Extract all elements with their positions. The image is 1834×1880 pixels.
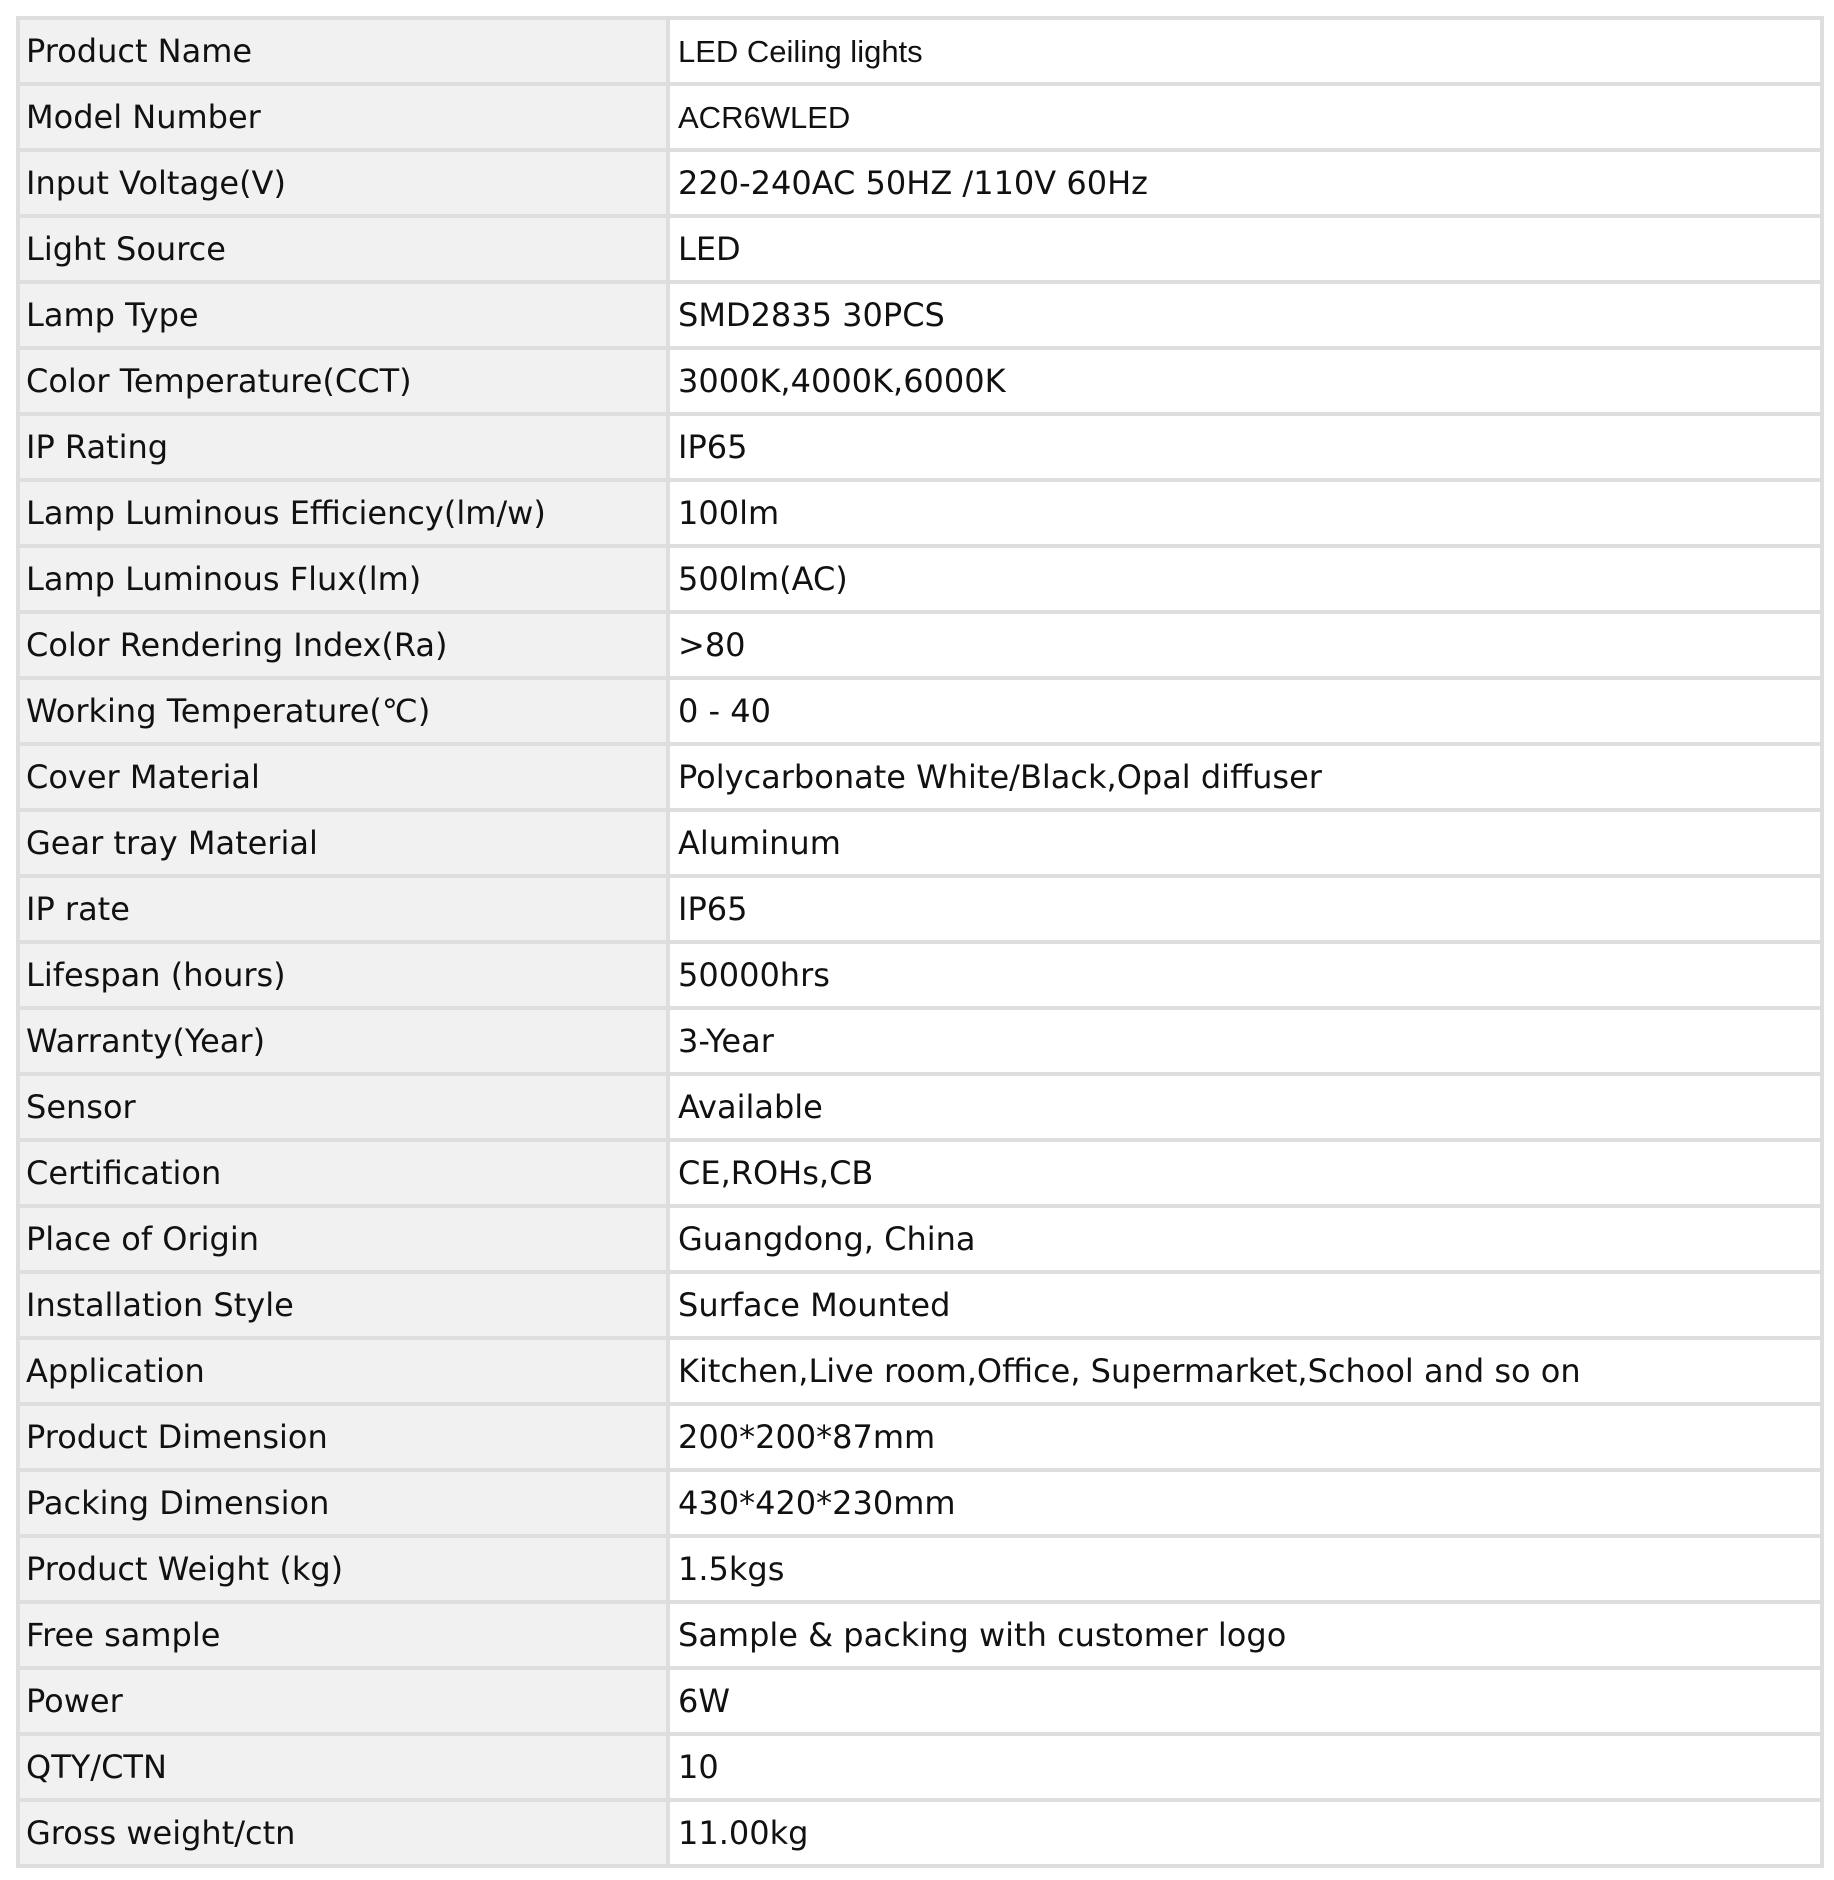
spec-value: 50000hrs — [668, 942, 1822, 1008]
spec-value: 500lm(AC) — [668, 546, 1822, 612]
table-row — [18, 1206, 1822, 1272]
spec-label: Lamp Luminous Efficiency(lm/w) — [18, 480, 668, 546]
spec-label: Light Source — [18, 216, 668, 282]
spec-label: Gear tray Material — [18, 810, 668, 876]
table-row — [18, 282, 1822, 348]
table-row — [18, 480, 1822, 546]
table-row — [18, 348, 1822, 414]
spec-value: Sample & packing with customer logo — [668, 1602, 1822, 1668]
table-row — [18, 18, 1822, 84]
spec-label: Lifespan (hours) — [18, 942, 668, 1008]
table-row — [18, 1734, 1822, 1800]
spec-value: 200*200*87mm — [668, 1404, 1822, 1470]
table-row — [18, 744, 1822, 810]
spec-label: Sensor — [18, 1074, 668, 1140]
spec-label: Product Weight (kg) — [18, 1536, 668, 1602]
table-row — [18, 942, 1822, 1008]
spec-value: 0 - 40 — [668, 678, 1822, 744]
spec-label: Packing Dimension — [18, 1470, 668, 1536]
spec-label: Warranty(Year) — [18, 1008, 668, 1074]
table-row — [18, 1272, 1822, 1338]
table-row — [18, 1074, 1822, 1140]
spec-value: LED — [668, 216, 1822, 282]
spec-label: Gross weight/ctn — [18, 1800, 668, 1866]
spec-label: QTY/CTN — [18, 1734, 668, 1800]
table-row — [18, 1404, 1822, 1470]
spec-label: Free sample — [18, 1602, 668, 1668]
spec-value: 11.00kg — [668, 1800, 1822, 1866]
spec-value: >80 — [668, 612, 1822, 678]
table-row — [18, 810, 1822, 876]
spec-table — [16, 16, 1824, 1868]
spec-value: Guangdong, China — [668, 1206, 1822, 1272]
spec-value: Polycarbonate White/Black,Opal diffuser — [668, 744, 1822, 810]
table-row — [18, 150, 1822, 216]
table-row — [18, 1140, 1822, 1206]
spec-value: 10 — [668, 1734, 1822, 1800]
spec-label: IP rate — [18, 876, 668, 942]
spec-value: Available — [668, 1074, 1822, 1140]
table-row — [18, 1602, 1822, 1668]
spec-value: IP65 — [668, 876, 1822, 942]
spec-label: Lamp Luminous Flux(lm) — [18, 546, 668, 612]
spec-label: IP Rating — [18, 414, 668, 480]
spec-value: SMD2835 30PCS — [668, 282, 1822, 348]
table-row — [18, 1668, 1822, 1734]
table-row — [18, 1800, 1822, 1866]
spec-label: Color Temperature(CCT) — [18, 348, 668, 414]
spec-label: Model Number — [18, 84, 668, 150]
table-row — [18, 678, 1822, 744]
spec-label: Place of Origin — [18, 1206, 668, 1272]
spec-value: 1.5kgs — [668, 1536, 1822, 1602]
table-row — [18, 1470, 1822, 1536]
spec-label: Color Rendering Index(Ra) — [18, 612, 668, 678]
spec-value: Aluminum — [668, 810, 1822, 876]
spec-value: ACR6WLED — [668, 84, 1822, 150]
spec-label: Input Voltage(V) — [18, 150, 668, 216]
table-row — [18, 1338, 1822, 1404]
table-row — [18, 876, 1822, 942]
spec-label: Certification — [18, 1140, 668, 1206]
spec-label: Working Temperature(℃) — [18, 678, 668, 744]
table-row — [18, 612, 1822, 678]
spec-label: Lamp Type — [18, 282, 668, 348]
spec-label: Application — [18, 1338, 668, 1404]
table-row — [18, 216, 1822, 282]
spec-value: 3000K,4000K,6000K — [668, 348, 1822, 414]
spec-value: 3-Year — [668, 1008, 1822, 1074]
spec-label: Product Name — [18, 18, 668, 84]
table-row — [18, 1536, 1822, 1602]
spec-label: Installation Style — [18, 1272, 668, 1338]
spec-label: Cover Material — [18, 744, 668, 810]
spec-value: 100lm — [668, 480, 1822, 546]
spec-value: IP65 — [668, 414, 1822, 480]
table-row — [18, 84, 1822, 150]
spec-value: Surface Mounted — [668, 1272, 1822, 1338]
spec-value: Kitchen,Live room,Office, Supermarket,School and so on — [668, 1338, 1822, 1404]
spec-value: CE,ROHs,CB — [668, 1140, 1822, 1206]
spec-value: LED Ceiling lights — [668, 18, 1822, 84]
spec-label: Product Dimension — [18, 1404, 668, 1470]
spec-label: Power — [18, 1668, 668, 1734]
table-row — [18, 1008, 1822, 1074]
spec-value: 6W — [668, 1668, 1822, 1734]
spec-value: 220-240AC 50HZ /110V 60Hz — [668, 150, 1822, 216]
spec-value: 430*420*230mm — [668, 1470, 1822, 1536]
table-row — [18, 414, 1822, 480]
table-row — [18, 546, 1822, 612]
